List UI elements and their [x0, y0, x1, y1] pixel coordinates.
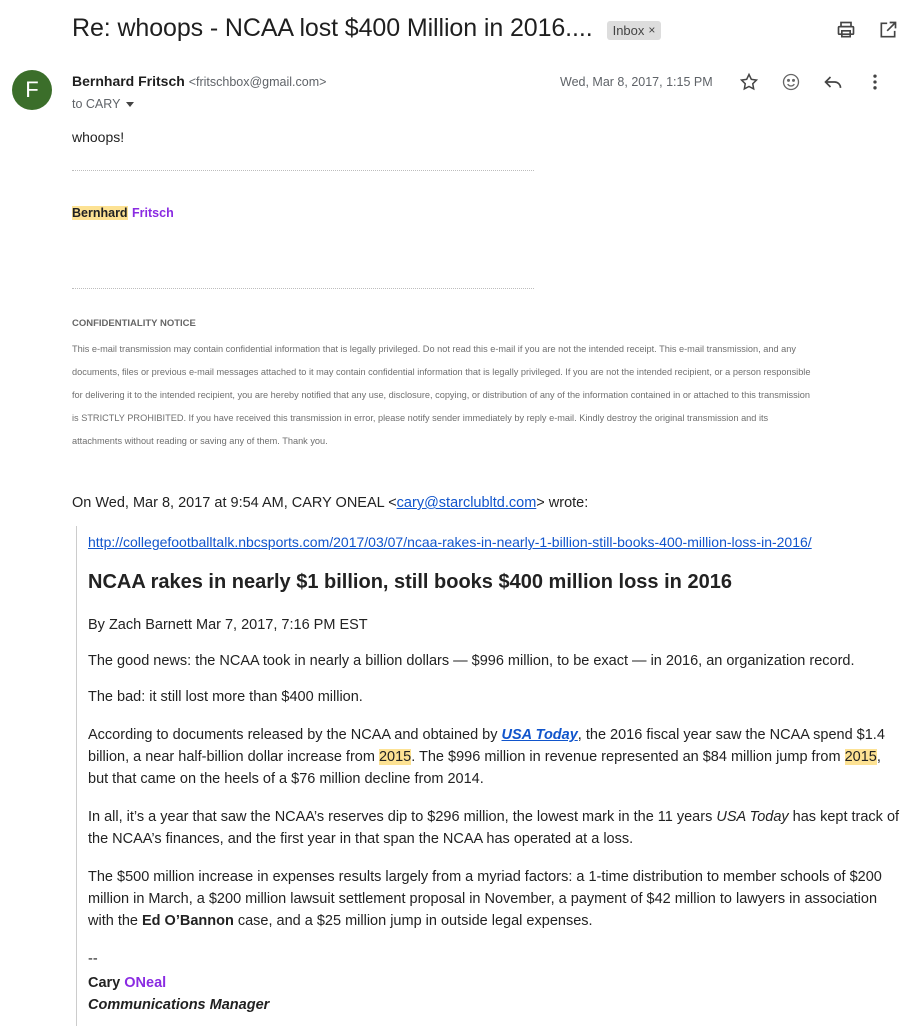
- confidentiality-notice: [72, 338, 907, 453]
- usa-today-italic: USA Today: [716, 809, 789, 825]
- highlighted-year: 2015: [844, 749, 877, 765]
- divider: [72, 288, 534, 289]
- subject-row: [72, 14, 661, 43]
- signature-last-name: Fritsch: [132, 206, 174, 220]
- confidentiality-line: attachments without reading or saving any of them. Thank you.: [72, 436, 328, 447]
- signature: [72, 204, 174, 222]
- text-run: has kept track of the NCAA’s finances, and the first year in that span the NCAA has operated at a loss.: [88, 809, 900, 847]
- avatar-letter: F: [25, 77, 39, 102]
- confidentiality-line: for delivering it to the intended recipient, you are hereby notified that any use, disclosure, copying, or distribution of any of the information contained in or attached to this transmission: [72, 390, 810, 401]
- recipients-label: to CARY: [72, 97, 121, 111]
- article-paragraph: The bad: it still lost more than $400 million.: [88, 689, 363, 705]
- quoted-signature-first: Cary: [88, 975, 121, 991]
- quoted-message: [76, 526, 907, 1026]
- article-paragraph: [88, 806, 900, 850]
- quote-intro-prefix: On Wed, Mar 8, 2017 at 9:54 AM, CARY ONEAL <: [72, 495, 397, 511]
- thread-actions: [835, 19, 899, 41]
- print-icon[interactable]: [835, 19, 857, 41]
- remove-label-button[interactable]: ×: [648, 23, 656, 37]
- confidentiality-line: is STRICTLY PROHIBITED. If you have received this transmission in error, please notify sender immediately by reply e-mail. Kindly destroy the original transmission and its: [72, 413, 769, 424]
- bold-name: Ed O’Bannon: [142, 913, 234, 929]
- text-run: The $500 million increase in expenses results largely from a myriad factors: a 1-time distribution to member schools of $200 million in March, a $200 million lawsuit settlement proposal in November, a payment of $42 million to lawyers in association with the: [88, 869, 882, 929]
- text-run: According to documents released by the NCAA and obtained by: [88, 727, 502, 743]
- confidentiality-line: documents, files or previous e-mail messages attached to it may contain confidential information that is legally privileged. If you are not the intended recipient, or a person responsible: [72, 367, 811, 378]
- sender: [72, 73, 326, 89]
- sender-name[interactable]: Bernhard Fritsch: [72, 73, 185, 89]
- message-actions: [738, 71, 886, 93]
- reply-icon[interactable]: [822, 71, 844, 93]
- article-url-link[interactable]: http://collegefootballtalk.nbcsports.com/2017/03/07/ncaa-rakes-in-nearly-1-billion-still-books-400-million-loss-in-2016/: [88, 534, 812, 550]
- quote-intro-suffix: > wrote:: [536, 495, 589, 511]
- article-paragraph: [88, 866, 900, 932]
- quote-attribution: [72, 495, 588, 511]
- inbox-label-chip[interactable]: [607, 21, 662, 40]
- article-paragraph: The good news: the NCAA took in nearly a billion dollars — $996 million, to be exact — in 2016, an organization record.: [88, 653, 855, 669]
- highlighted-year: 2015: [378, 749, 412, 765]
- article-paragraph: [88, 724, 900, 790]
- avatar[interactable]: [12, 70, 52, 110]
- inbox-label-text: Inbox: [612, 22, 645, 38]
- confidentiality-title: CONFIDENTIALITY NOTICE: [72, 318, 196, 329]
- quoted-signature-last: ONeal: [124, 975, 167, 991]
- article-byline: By Zach Barnett Mar 7, 2017, 7:16 PM EST: [88, 617, 368, 633]
- text-run: , but that came on the heels of a $76 million decline from 2014.: [88, 749, 881, 787]
- quoted-signature-name: [88, 972, 166, 994]
- star-icon[interactable]: [738, 71, 760, 93]
- text-run: case, and a $25 million jump in outside legal expenses.: [233, 913, 593, 929]
- divider: [72, 170, 534, 171]
- text-run: In all, it’s a year that saw the NCAA’s reserves dip to $296 million, the lowest mark in the 11 years: [88, 809, 717, 825]
- text-run: . The $996 million in revenue represented an $84 million jump from: [411, 749, 845, 765]
- sender-email: <fritschbox@gmail.com>: [188, 75, 327, 89]
- open-in-new-window-icon[interactable]: [877, 19, 899, 41]
- emoji-icon[interactable]: [780, 71, 802, 93]
- usa-today-link[interactable]: USA Today: [501, 727, 578, 743]
- signature-separator: --: [88, 951, 98, 967]
- email-subject: Re: whoops - NCAA lost $400 Million in 2016....: [72, 14, 593, 42]
- quote-author-email-link[interactable]: cary@starclubltd.com: [396, 495, 537, 511]
- quoted-signature-title: Communications Manager: [88, 997, 270, 1013]
- article-title: NCAA rakes in nearly $1 billion, still books $400 million loss in 2016: [88, 571, 732, 593]
- text-run: , the 2016 fiscal year saw the NCAA spend $1.4 billion, a near half-billion dollar increase from: [88, 727, 885, 765]
- confidentiality-line: This e-mail transmission may contain confidential information that is legally privileged. Do not read this e-mail if you are not the intended receipt. This e-mail transmission, and any: [72, 344, 796, 354]
- message-date: Wed, Mar 8, 2017, 1:15 PM: [560, 75, 713, 89]
- recipients-toggle[interactable]: [72, 97, 134, 111]
- signature-first-name: Bernhard: [72, 206, 128, 220]
- message-body-text: whoops!: [72, 129, 125, 145]
- chevron-down-icon[interactable]: [126, 102, 134, 107]
- more-vert-icon[interactable]: [864, 71, 886, 93]
